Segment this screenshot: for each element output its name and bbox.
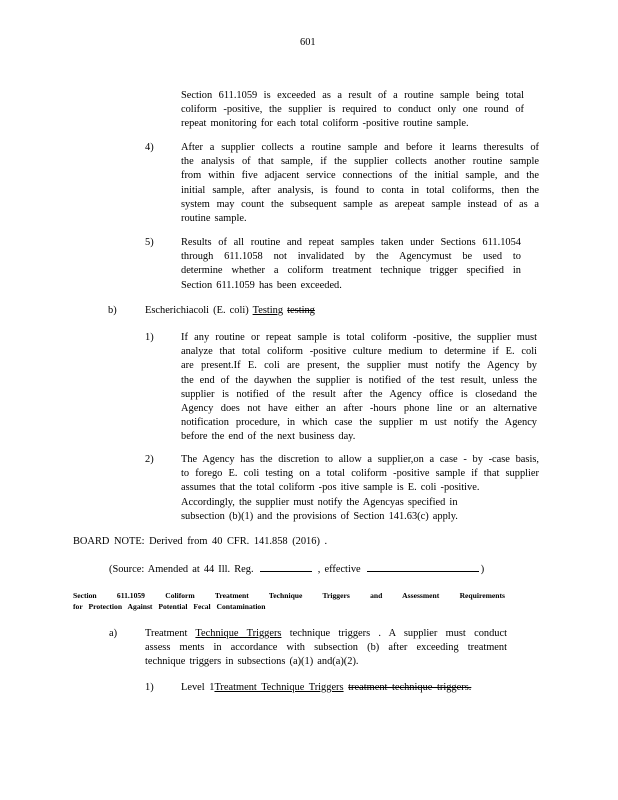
level-1-number: 1) — [145, 682, 154, 693]
deleted-text: treatment technique triggers. — [348, 682, 472, 693]
b-item-2-number: 2) — [145, 454, 154, 465]
item-4-paragraph: After a supplier collects a routine sample and before it learns theresults of the analysis of that sample, if the supplier collects another routine sample from within five adjacent service connections of the initial sample, and the initial sample, after analysis, is found to conta in total coliforms, then the system may count the subsequent sample as arepeat sample instead of as a routine sample. — [181, 142, 539, 225]
inserted-text: Testing — [252, 305, 284, 316]
subsection-b-letter: b) — [108, 305, 117, 316]
inserted-text: Treatment Technique Triggers — [214, 682, 344, 693]
item-5-number: 5) — [145, 237, 154, 248]
deleted-text: testing — [287, 305, 315, 316]
source-note: (Source: Amended at 44 Ill. Reg. , effective ) — [109, 561, 484, 577]
level-1-heading: Level 1Treatment Technique Triggers treatment technique triggers. — [181, 682, 472, 693]
blank-line — [260, 561, 312, 572]
section-heading: Section 611.1059 Coliform Treatment Technique Triggers and Assessment Requirements for Protection Against Potential Fecal Contamination — [73, 591, 505, 611]
subsection-a-paragraph: Treatment Technique Triggers technique triggers . A supplier must conduct assess ments in accordance with subsection (b) after exceeding treatment technique triggers in subsections (a)(1) and(a)(2). — [145, 628, 507, 668]
item-4-number: 4) — [145, 142, 154, 153]
board-note: BOARD NOTE: Derived from 40 CFR. 141.858 (2016) . — [73, 536, 328, 547]
inserted-text: Technique Triggers — [195, 628, 282, 639]
b-item-1-number: 1) — [145, 332, 154, 343]
continuation-paragraph: Section 611.1059 is exceeded as a result of a routine sample being total coliform -positive, the supplier is required to conduct only one round of repeat monitoring for each total coliform -positive routine sample. — [181, 90, 524, 130]
item-5-paragraph: Results of all routine and repeat samples taken under Sections 611.1054 through 611.1058 not invalidated by the Agencymust be used to determine whether a coliform treatment technique trigger specified in Section 611.1059 has been exceeded. — [181, 237, 521, 291]
b-item-2-paragraph: The Agency has the discretion to allow a supplier,on a case - by -case basis, to forego E. coli testing on a total coliform -positive sample if that supplier assumes that the total coliform -pos itive sample is E. coli -positive. Accordingly, the supplier must notify the Agencyas specified in subsection (b)(1) and the provisions of Section 141.63(c) apply. — [181, 454, 539, 522]
b-item-1-paragraph: If any routine or repeat sample is total coliform -positive, the supplier must analyze that total coliform -positive culture medium to determine if E. coli are present.If E. coli are present, the supplier must notify the Agency by the end of the daywhen the supplier is notified of the test result, unless the supplier is notified of the result after the Agency office is closedand the Agency does not have either an after -hours phone line or an alternative notification procedure, in which case the supplier m ust notify the Agency before the end of the next business day. — [181, 332, 537, 443]
subsection-a-letter: a) — [109, 628, 118, 639]
page-number: 601 — [300, 37, 316, 48]
subsection-b-heading: Escherichiacoli (E. coli) Testing testing — [145, 305, 315, 316]
blank-line — [367, 561, 479, 572]
